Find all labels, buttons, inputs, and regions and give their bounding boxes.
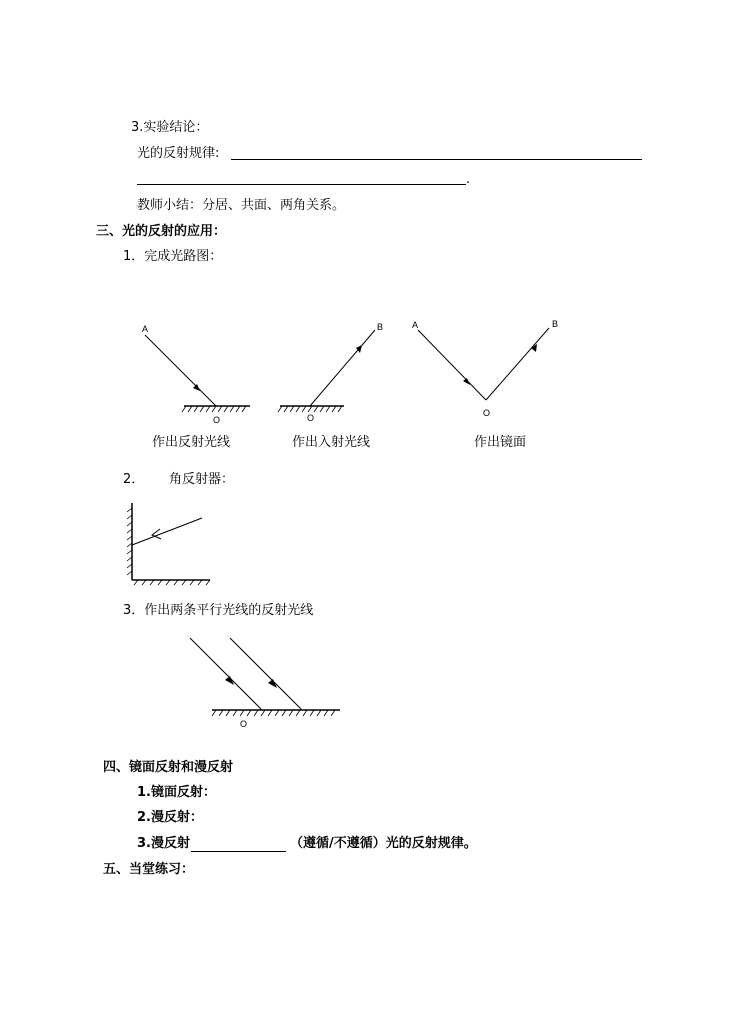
part3-item2-text: 角反射器： [169, 472, 235, 487]
blank-period: . [466, 172, 471, 187]
conclusion-heading: 3.实验结论： [131, 120, 209, 135]
figure-incident-ray [276, 318, 392, 428]
part4-item3-suffix: （遵循/不遵循）光的反射规律。 [290, 836, 477, 851]
reflection-law-label: 光的反射规律: [137, 146, 220, 161]
part3-heading: 三、光的反射的应用： [96, 224, 227, 239]
fig5-label-o: O [240, 719, 248, 729]
fig3-label-b: B [552, 319, 559, 329]
reflection-law-blank-2[interactable] [137, 184, 466, 185]
fig2-caption: 作出入射光线 [292, 435, 371, 450]
fig1-caption: 作出反射光线 [152, 435, 231, 450]
fig2-label-b: B [377, 322, 384, 332]
part3-item2-number: 2． [123, 472, 145, 487]
figure-mirror [404, 314, 574, 424]
part4-heading: 四、镜面反射和漫反射 [103, 760, 234, 775]
fig2-label-o: O [307, 413, 315, 423]
part5-heading: 五、当堂练习： [103, 862, 195, 877]
fig3-label-a: A [412, 320, 419, 330]
fig3-label-o: O [483, 408, 491, 418]
fig1-label-a: A [142, 324, 149, 334]
teacher-summary: 教师小结：分居、共面、两角关系。 [137, 198, 346, 213]
fig3-caption: 作出镜面 [474, 435, 527, 450]
fig1-label-o: O [213, 415, 221, 425]
part4-item2: 2.漫反射： [137, 810, 203, 825]
part3-item3: 3．作出两条平行光线的反射光线 [123, 603, 314, 618]
diffuse-reflection-blank[interactable] [191, 851, 286, 852]
part3-item1: 1．完成光路图： [123, 249, 223, 264]
reflection-law-blank-1[interactable] [231, 159, 642, 160]
part4-item3-prefix: 3.漫反射 [137, 836, 190, 851]
part4-item1: 1.镜面反射： [137, 785, 216, 800]
figure-reflect-ray [138, 318, 254, 428]
parallel-rays-diagram [188, 636, 348, 732]
corner-reflector-diagram [122, 498, 218, 588]
